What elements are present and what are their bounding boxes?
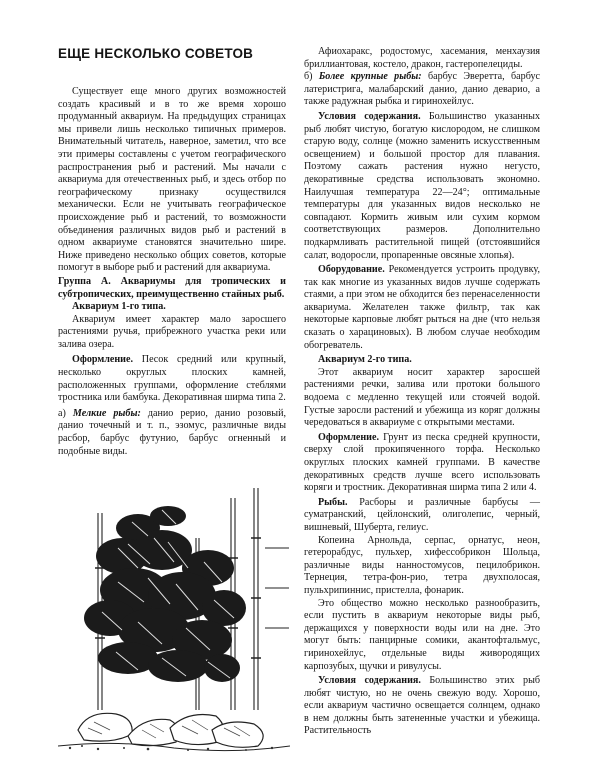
design2-label: Оформление.: [318, 431, 379, 443]
design-label: Оформление.: [72, 354, 133, 366]
equipment-label: Оборудование.: [318, 264, 385, 276]
small-fish-prefix: а): [58, 407, 66, 419]
aquarium-type2-text: Этот аквариум носит характер заросшей растениями речки, залива или протоки большого водоема с медленно текущей или стоячей водой. Густые заросли растений и убежища из коряг должны чередоваться в аквариуме с открытыми местами.: [304, 366, 540, 429]
small-fish-label: Мелкие рыбы:: [72, 407, 141, 419]
big-fish-label: Более крупные рыбы:: [318, 71, 422, 83]
continued-fish-list: Афиохаракс, родостомус, хасемания, менхаузия бриллиантовая, костело, дракон, гастеропелециды.: [304, 46, 540, 70]
conditions2-label: Условия содержания.: [318, 675, 421, 687]
equipment-text: Рекомендуется устроить продувку, так как многие из указанных видов лучше содержать стаями, а при этом не обходится без перенаселенности аквариума. Желателен также фильтр, так как некоторые карповые любят рыться на дне (что нельзя сказать о харациновых). В любом случае необходим обогреватель.: [304, 264, 540, 351]
group-a-heading: [58, 276, 286, 301]
design2-paragraph: [304, 432, 540, 495]
conditions-text: Большинство указанных рыб любят чистую, богатую кислородом, не слишком старую воду, солнце (можно заменить искусственным освещением) и большой простор для плавания. Поэтому сажать растения нужно негусто, декоративные средства использовать экономно. Наилучшая температура 22—24°; оптимальные температуры для указанных видов несколько не совпадают. Кормить живым или сухим кормом соответствующих размеров. Дополнительно подкармливать растительной пищей (отстоявшийся салат, водоросли, пропаренные овсяные хлопья).: [304, 110, 540, 261]
design2-text: Грунт из песка средней крупности, сверху слой прокипяченного торфа. Несколько округлых плоских камней группами. В качестве декоративных средств лучше всего использовать коряги и тростник. Декоративная ширма типа 2 или 4.: [304, 431, 540, 494]
conditions-paragraph: [304, 111, 540, 262]
conditions2-text: Большинство этих рыб любят чистую, но не очень свежую воду. Хорошо, если аквариум частично освещается солнцем, однако в нем должны быть затененные участки и убежища. Растительность: [304, 675, 540, 737]
big-fish-text: барбус Эверетта, барбус латеристрига, малабарский данио, данио деварио, а также радужная рыбка и гиринохейлус.: [304, 71, 540, 108]
fish-text: Расборы и различные барбусы — суматранский, цейлонский, олиголепис, черный, вишневый, Шуберта, гелиус.: [304, 496, 540, 533]
aquarium-type1-block: [58, 301, 286, 314]
aquarium-type2-heading: Аквариум 2-го типа.: [318, 354, 412, 366]
small-fish-paragraph: [58, 408, 286, 458]
group-a-heading-text: Группа А. Аквариумы для тропических и субтропических, преимущественно стайных рыб.: [58, 275, 286, 300]
aquarium-type2-block: [304, 354, 540, 367]
conditions2-paragraph: [304, 675, 540, 738]
conditions-label: Условия содержания.: [318, 110, 421, 122]
right-column: [304, 0, 540, 777]
aquarium-plant-illustration: [58, 478, 290, 754]
fish-paragraph: [304, 497, 540, 535]
page-title: ЕЩЕ НЕСКОЛЬКО СОВЕТОВ: [58, 46, 254, 61]
left-column-text: [58, 86, 286, 458]
fish-paragraph-2: Копеина Арнольда, серпас, орнатус, неон, гетерорабдус, пульхер, хифессобрикон Шольца, различные виды нанностомусов, пецилобрикон. Тернеция, тетра-фон-рио, тетра двухполосая, пульхрипиннис, пристелла, фонарик.: [304, 534, 540, 596]
big-fish-prefix: б): [304, 71, 313, 83]
society-paragraph: Это общество можно несколько разнообразить, если пустить в аквариум некоторые виды рыб, держащихся у поверхности воды или на дне. Это могут быть: панцирные сомики, акантофтальмус, гиринохейлус, отдельные виды живородящих карпозубых, щучки и ривулусы.: [304, 597, 540, 672]
design-paragraph: [58, 354, 286, 404]
fish-label: Рыбы.: [318, 496, 348, 508]
equipment-paragraph: [304, 264, 540, 352]
big-fish-paragraph: [304, 71, 540, 109]
aquarium-type1-heading: Аквариум 1-го типа.: [72, 301, 166, 313]
intro-paragraph: Существует еще много других возможностей создать красивый и в то же время хорошо продуманный аквариум. На предыдущих страницах мы привели лишь несколько типичных примеров. Внимательный читатель, наверное, заметил, что все эти примеры составлены с учетом географического распространения рыб и растений. Мы начали с аквариума для отечественных рыб, и здесь отбор по географическому признаку осуществился механически. Если не учитывать географическое происхождение рыб и растений, то возможности объединения различных видов рыб и растений в одном аквариуме становятся значительно шире. Ниже приведено несколько общих советов, которые помогут в выборе рыб и растений для аквариума.: [58, 86, 286, 274]
aquarium-type1-text: Аквариум имеет характер мало заросшего растениями ручья, прибрежного участка реки или залива озера.: [58, 313, 286, 350]
small-fish-text: данио рерио, данио розовый, данио точечный и т. п., эзомус, различные виды расбор, барбус футунио, барбус огненный и подобные виды.: [58, 407, 286, 457]
right-column-text: [304, 46, 540, 738]
design-text: Песок средний или крупный, несколько округлых плоских камней, расположенных группами, оформление стеблями тростника или бамбука. Декоративная ширма типа 2.: [58, 354, 286, 404]
